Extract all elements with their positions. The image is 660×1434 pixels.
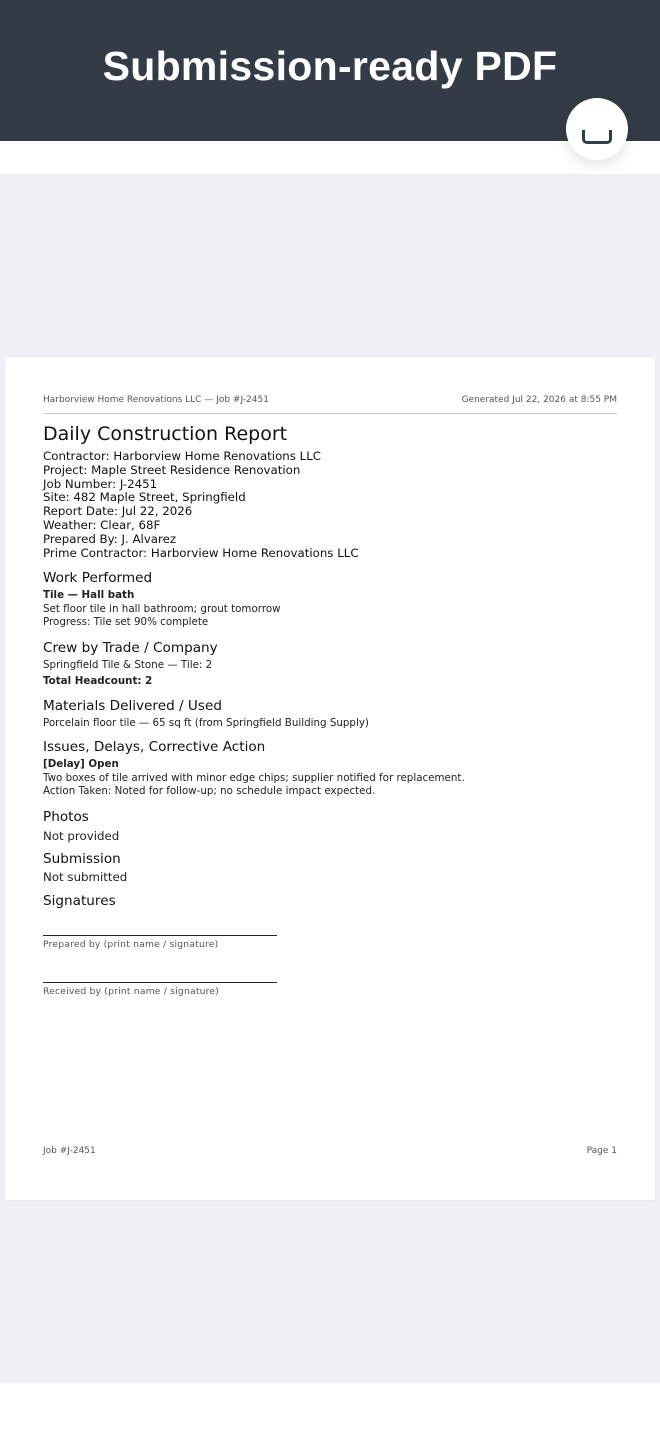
header-generated-date: Generated Jul 22, 2026 at 8:55 PM (461, 395, 617, 405)
photos-value: Not provided (43, 829, 120, 843)
photos-heading: Photos (43, 809, 89, 825)
share-button[interactable] (566, 98, 628, 160)
report-meta (43, 450, 359, 560)
issue-action: Action Taken: Noted for follow-up; no schedule impact expected. (43, 785, 376, 797)
meta-job-number: Job Number: J-2451 (43, 476, 158, 491)
issues-heading: Issues, Delays, Corrective Action (43, 739, 266, 755)
title-banner (0, 0, 660, 141)
meta-weather: Weather: Clear, 68F (43, 517, 161, 532)
footer-page-number: Page 1 (586, 1146, 617, 1156)
pdf-page (5, 357, 655, 1200)
received-signature-caption: Received by (print name / signature) (43, 986, 220, 997)
work-item-title: Tile — Hall bath (43, 589, 135, 601)
crew-total: Total Headcount: 2 (43, 675, 153, 687)
footer-job-number: Job #J-2451 (43, 1146, 96, 1156)
meta-prepared-by: Prepared By: J. Alvarez (43, 531, 177, 546)
meta-site: Site: 482 Maple Street, Springfield (43, 490, 246, 505)
meta-prime-contractor: Prime Contractor: Harborview Home Renovations LLC (43, 545, 359, 560)
submission-heading: Submission (43, 851, 121, 867)
meta-contractor: Contractor: Harborview Home Renovations LLC (43, 449, 322, 463)
header-company-job: Harborview Home Renovations LLC — Job #J-2451 (43, 395, 269, 405)
meta-project: Project: Maple Street Residence Renovation (43, 462, 301, 477)
materials-line: Porcelain floor tile — 65 sq ft (from Springfield Building Supply) (43, 717, 369, 729)
prepared-signature-caption: Prepared by (print name / signature) (43, 939, 219, 950)
prepared-signature-line (43, 935, 277, 936)
work-item-description: Set floor tile in hall bathroom; grout tomorrow (43, 603, 281, 615)
meta-report-date: Report Date: Jul 22, 2026 (43, 504, 193, 519)
banner-title: Submission-ready PDF (102, 43, 558, 89)
submission-value: Not submitted (43, 870, 128, 884)
work-item-progress: Progress: Tile set 90% complete (43, 616, 209, 628)
work-performed-heading: Work Performed (43, 570, 153, 586)
crew-line: Springfield Tile & Stone — Tile: 2 (43, 659, 213, 671)
report-title: Daily Construction Report (43, 423, 288, 445)
nav-strip (0, 141, 660, 174)
materials-heading: Materials Delivered / Used (43, 698, 222, 714)
received-signature-line (43, 982, 277, 983)
header-divider (43, 413, 617, 414)
signatures-heading: Signatures (43, 893, 116, 909)
issue-description: Two boxes of tile arrived with minor edge chips; supplier notified for replacement. (43, 772, 465, 784)
share-icon (582, 130, 612, 144)
issue-status: [Delay] Open (43, 758, 119, 770)
crew-heading: Crew by Trade / Company (43, 640, 218, 656)
